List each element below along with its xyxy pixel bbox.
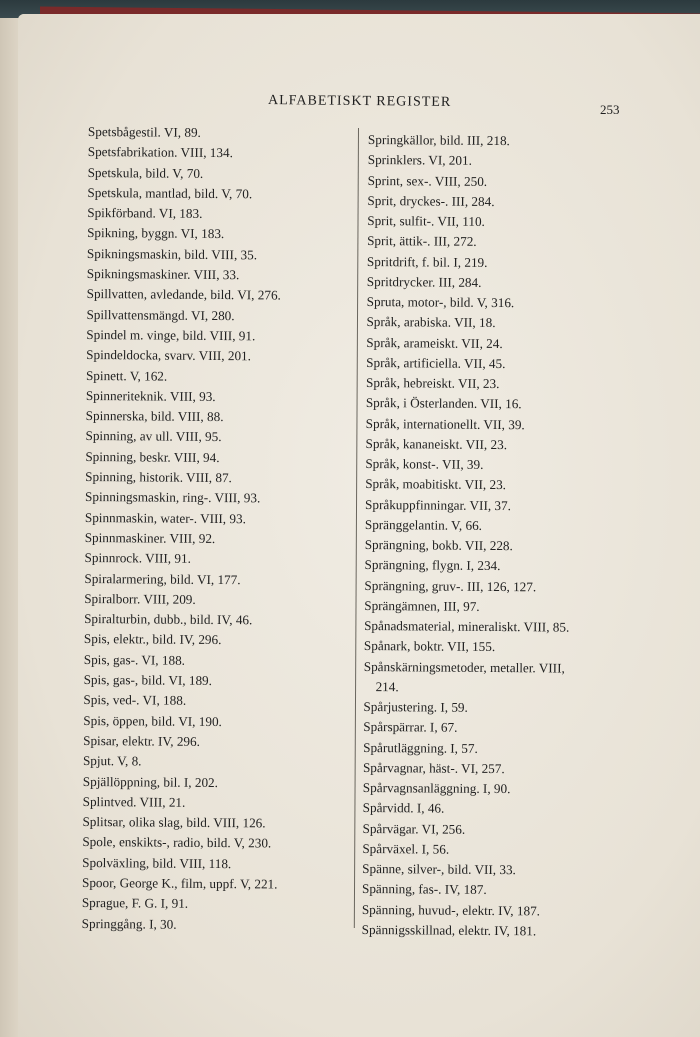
- index-entry: Spårväxel. I, 56.: [362, 840, 450, 857]
- index-entry: Spjut. V, 8.: [82, 753, 142, 769]
- index-entry: Spårvägar. VI, 256.: [362, 820, 466, 837]
- index-entry: Spännigsskillnad, elektr. IV, 181.: [361, 921, 537, 939]
- index-entry: Spänning, huvud-, elektr. IV, 187.: [361, 901, 541, 918]
- page-title: ALFABETISKT REGISTER: [267, 93, 452, 110]
- page-number: 253: [600, 102, 620, 117]
- index-entry: Spole, enskikts-, radio, bild. V, 230.: [82, 834, 272, 851]
- index-entry: Spinnmaskiner. VIII, 92.: [84, 529, 216, 546]
- index-entry: Spisar, elektr. IV, 296.: [83, 732, 201, 749]
- index-entry: Spetsfabrikation. VIII, 134.: [87, 144, 233, 161]
- index-entry: Spänning, fas-. IV, 187.: [361, 881, 487, 898]
- index-entry: Språk, moabitiskt. VII, 23.: [365, 476, 507, 493]
- index-entry: Sprängning, gruv-. III, 126, 127.: [364, 577, 537, 594]
- index-entry: Språk, i Österlanden. VII, 16.: [365, 395, 522, 412]
- index-entry: Sprinklers. VI, 201.: [367, 152, 472, 169]
- index-entry: Språk, internationellt. VII, 39.: [365, 415, 525, 432]
- index-entry: Spårutläggning. I, 57.: [363, 739, 478, 756]
- index-entry: Sprint, sex-. VIII, 250.: [367, 172, 488, 189]
- index-entry: Sprit, dryckes-. III, 284.: [367, 192, 495, 209]
- index-entry: Splintved. VIII, 21.: [82, 793, 186, 810]
- index-entry: Språk, artificiella. VII, 45.: [366, 354, 506, 371]
- index-entry: Spikningsmaskiner. VIII, 33.: [86, 266, 240, 283]
- index-entry: Spinningsmaskin, ring-. VIII, 93.: [84, 489, 261, 506]
- index-entry: Sprit, ättik-. III, 272.: [367, 233, 477, 250]
- index-entry: Spikförband. VI, 183.: [87, 205, 203, 222]
- index-entry: Springgång. I, 30.: [81, 915, 177, 932]
- index-entry: Spårspärrar. I, 67.: [363, 719, 458, 735]
- index-entry: Spjällöppning, bil. I, 202.: [82, 773, 219, 790]
- index-entry: Spårvidd. I, 46.: [362, 800, 445, 816]
- index-entry: Språk, konst-. VII, 39.: [365, 455, 484, 472]
- index-entry: Sprängämnen, III, 97.: [364, 597, 480, 614]
- index-entry: Spårjustering. I, 59.: [363, 698, 468, 715]
- index-entry: Spillvattensmängd. VI, 280.: [86, 306, 235, 323]
- index-entry: Spis, gas-. VI, 188.: [83, 651, 186, 668]
- index-column-right: [362, 130, 668, 942]
- index-entry: Spiralborr. VIII, 209.: [84, 590, 196, 607]
- index-entry: Spis, ved-. VI, 188.: [83, 692, 187, 709]
- index-entry: Spiralturbin, dubb., bild. IV, 46.: [84, 611, 253, 628]
- index-entry: Spetskula, bild. V, 70.: [87, 164, 204, 181]
- index-entry: Spindeldocka, svarv. VIII, 201.: [86, 347, 252, 364]
- index-entry: Spetskula, mantlad, bild. V, 70.: [87, 184, 253, 202]
- index-entry: Spinnrock. VIII, 91.: [84, 550, 191, 567]
- index-entry: Språkuppfinningar. VII, 37.: [365, 496, 512, 513]
- index-entry: Spinning, beskr. VIII, 94.: [85, 448, 220, 465]
- index-entry: Spis, gas-, bild. VI, 189.: [83, 671, 213, 689]
- index-entry: Spruta, motor-, bild. V, 316.: [366, 293, 515, 311]
- index-entry: Språk, arameiskt. VII, 24.: [366, 334, 503, 351]
- index-entry: Spinning, av ull. VIII, 95.: [85, 428, 222, 445]
- index-entry: Spänne, silver-, bild. VII, 33.: [362, 860, 516, 878]
- index-entry: Spetsbågestil. VI, 89.: [87, 123, 201, 140]
- index-entry: Spritdrift, f. bil. I, 219.: [366, 253, 488, 270]
- index-entry: Spånskärningsmetoder, metaller. VIII,: [363, 658, 565, 676]
- index-entry: Splitsar, olika slag, bild. VIII, 126.: [82, 814, 266, 831]
- index-entry: Spårvagnar, häst-. VI, 257.: [362, 759, 505, 776]
- index-entry: Spinnerska, bild. VIII, 88.: [85, 408, 224, 425]
- index-entry: Spindel m. vinge, bild. VIII, 91.: [86, 326, 256, 344]
- index-entry: Spoor, George K., film, uppf. V, 221.: [81, 874, 278, 892]
- index-entry: Spillvatten, avledande, bild. VI, 276.: [86, 286, 281, 303]
- index-entry: Spolväxling, bild. VIII, 118.: [82, 854, 232, 871]
- index-entry: Spiralarmering, bild. VI, 177.: [84, 570, 241, 587]
- index-entry: Spinett. V, 162.: [85, 367, 168, 384]
- index-entry: 214.: [375, 678, 399, 695]
- index-entry: Spånark, boktr. VII, 155.: [363, 638, 496, 655]
- index-entry: Sprague, F. G. I, 91.: [81, 895, 189, 912]
- index-entry: Spikningsmaskin, bild. VIII, 35.: [86, 245, 258, 263]
- index-column-left: [82, 122, 358, 936]
- index-entry: Spränggelantin. V, 66.: [364, 516, 483, 533]
- index-entry: Spikning, byggn. VI, 183.: [87, 225, 225, 242]
- index-entry: Spis, elektr., bild. IV, 296.: [83, 631, 222, 648]
- index-entry: Springkällor, bild. III, 218.: [367, 131, 510, 149]
- index-entry: Spinneriteknik. VIII, 93.: [85, 387, 216, 404]
- index-entry: Spinning, historik. VIII, 87.: [85, 469, 232, 486]
- index-entry: Språk, kananeiskt. VII, 23.: [365, 435, 508, 452]
- index-entry: Spånadsmaterial, mineraliskt. VIII, 85.: [364, 617, 570, 635]
- index-entry: Språk, hebreiskt. VII, 23.: [365, 374, 500, 392]
- index-entry: Språk, arabiska. VII, 18.: [366, 314, 496, 331]
- index-entry: Spårvagnsanläggning. I, 90.: [362, 779, 511, 797]
- index-entry: Sprängning, flygn. I, 234.: [364, 557, 501, 574]
- index-entry: Sprängning, bokb. VII, 228.: [364, 536, 513, 554]
- index-entry: Spis, öppen, bild. VI, 190.: [83, 712, 222, 729]
- index-entry: Sprit, sulfit-. VII, 110.: [367, 212, 485, 229]
- index-entry: Spritdrycker. III, 284.: [366, 273, 482, 290]
- index-entry: Spinnmaskin, water-. VIII, 93.: [84, 509, 246, 526]
